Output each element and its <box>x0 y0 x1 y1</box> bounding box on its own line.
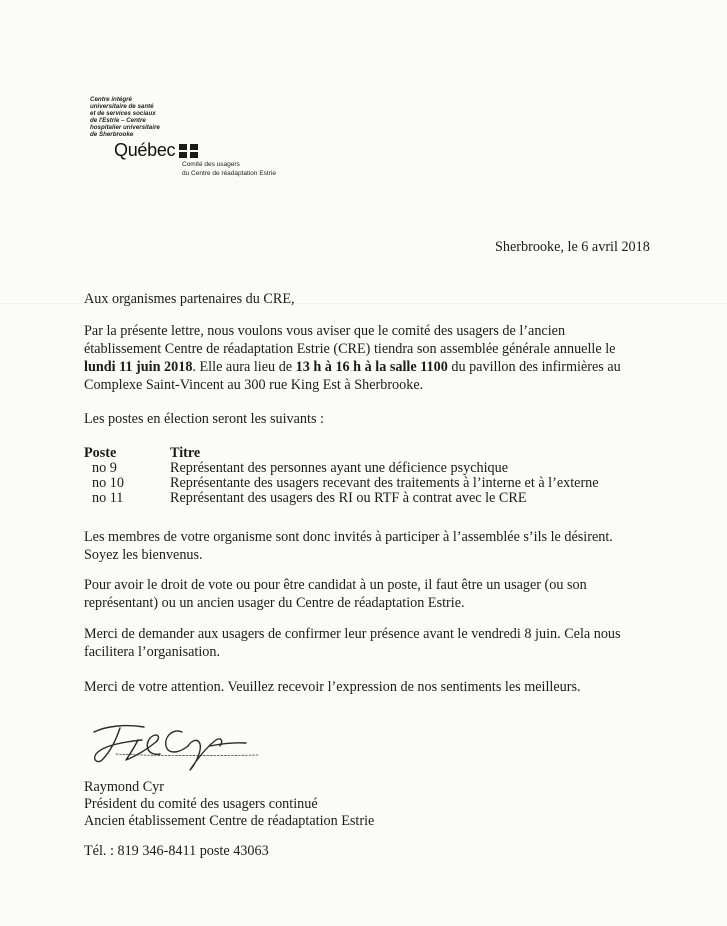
quebec-wordmark: Québec <box>114 140 176 160</box>
letter-date: Sherbrooke, le 6 avril 2018 <box>495 239 650 255</box>
org-line: universitaire de santé <box>90 103 154 111</box>
positions-intro: Les postes en élection seront les suivants : <box>84 411 324 427</box>
letterhead-committee <box>182 160 276 178</box>
paragraph-line: Complexe Saint-Vincent au 300 rue King Est à Sherbrooke. <box>84 377 424 393</box>
header-poste: Poste <box>84 445 117 461</box>
paragraph-voting <box>84 576 587 612</box>
text-fragment: . Elle aura lieu de <box>192 359 296 375</box>
committee-line: du Centre de réadaptation Estrie <box>182 170 276 177</box>
meeting-date: lundi 11 juin 2018 <box>84 359 193 375</box>
org-line: de l'Estrie – Centre <box>90 117 146 125</box>
paragraph-line: établissement Centre de réadaptation Estrie (CRE) tiendra son assemblée générale annuelle le <box>84 341 616 357</box>
positions-table <box>84 446 599 506</box>
cell-poste: no 9 <box>92 460 117 476</box>
header-titre: Titre <box>170 445 201 461</box>
table-row <box>84 491 599 506</box>
cell-poste: no 11 <box>92 490 124 506</box>
paragraph-line <box>84 358 621 376</box>
org-line: et de services sociaux <box>90 110 156 118</box>
handwritten-signature <box>86 710 276 772</box>
cell-poste: no 10 <box>92 475 124 491</box>
paragraph-announcement <box>84 322 621 394</box>
meeting-time-room: 13 h à 16 h à la salle 1100 <box>295 359 448 375</box>
cell-titre: Représentant des personnes ayant une déficience psychique <box>170 460 509 476</box>
org-line: Centre intégré <box>90 96 132 103</box>
text-fragment: du pavillon des infirmières au <box>447 359 621 375</box>
paragraph-line: représentant) ou un ancien usager du Centre de réadaptation Estrie. <box>84 595 465 611</box>
paragraph-line: Merci de demander aux usagers de confirmer leur présence avant le vendredi 8 juin. Cela nous <box>84 626 621 642</box>
telephone: Tél. : 819 346-8411 poste 43063 <box>84 843 269 859</box>
paragraph-confirmation <box>84 625 621 661</box>
signatory-organization: Ancien établissement Centre de réadaptation Estrie <box>84 813 375 829</box>
table-row <box>84 476 599 491</box>
org-line: de Sherbrooke <box>90 131 134 139</box>
letterhead-organization <box>90 96 200 139</box>
paragraph-line: facilitera l’organisation. <box>84 644 221 660</box>
paragraph-line: Par la présente lettre, nous voulons vous aviser que le comité des usagers de l’ancien <box>84 323 566 339</box>
paragraph-line: Pour avoir le droit de vote ou pour être candidat à un poste, il faut être un usager (ou son <box>84 577 587 593</box>
table-header <box>84 446 599 461</box>
cell-titre: Représentante des usagers recevant des traitements à l’interne et à l’externe <box>170 475 599 491</box>
signatory-title: Président du comité des usagers continué <box>84 796 318 812</box>
org-line: hospitalier universitaire <box>90 124 160 132</box>
fleurdelise-flag-icon <box>179 144 198 158</box>
table-row <box>84 461 599 476</box>
closing-line: Merci de votre attention. Veuillez recevoir l’expression de nos sentiments les meilleurs. <box>84 679 581 695</box>
signatory-name: Raymond Cyr <box>84 779 164 795</box>
cell-titre: Représentant des usagers des RI ou RTF à contrat avec le CRE <box>170 490 527 506</box>
paragraph-line: Les membres de votre organisme sont donc invités à participer à l’assemblée s’ils le désirent. <box>84 529 613 545</box>
paragraph-invitation <box>84 528 613 564</box>
paragraph-line: Soyez les bienvenus. <box>84 547 203 563</box>
committee-line: Comité des usagers <box>182 161 240 168</box>
quebec-logo <box>114 140 198 161</box>
salutation: Aux organismes partenaires du CRE, <box>84 291 295 307</box>
